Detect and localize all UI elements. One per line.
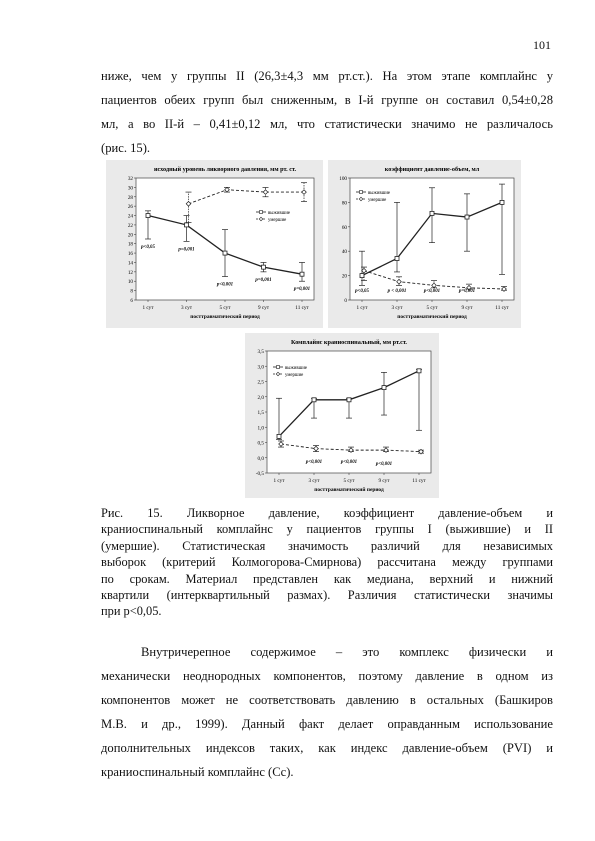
y-tick-label: 24	[127, 213, 133, 220]
p-value-annotation: p=0,001	[178, 247, 195, 253]
paragraph-intro	[101, 64, 553, 160]
text-line: мл, а во II-й – 0,41±0,12 мл, что статистически значимо не различалось	[101, 117, 553, 131]
text-line: механически неоднородных компонентов, поэтому давление в одном из	[101, 669, 553, 683]
p-value-annotation: p<0,001	[216, 282, 234, 288]
data-point	[382, 386, 386, 390]
y-tick-label: 1,5	[257, 410, 264, 416]
y-tick-label: 10	[127, 279, 133, 286]
text-line: пациентов обеих групп был сниженным, в I-й группе он составил 0,54±0,28	[101, 93, 553, 107]
x-tick-label: 1 сут	[142, 305, 154, 311]
y-tick-label: 22	[127, 222, 133, 229]
x-tick-label: 3 сут	[181, 305, 192, 311]
page-number: 101	[533, 38, 551, 52]
text-line: дополнительных индексов таких, как индекс давление-объем (PVI) и	[101, 741, 553, 755]
text-line: Внутричерепное содержимое – это комплекс физически и	[141, 645, 553, 659]
y-tick-label: 6	[130, 298, 133, 304]
figure-panel-pressure	[106, 160, 323, 328]
p-value-annotation: p<0,001	[305, 460, 323, 465]
p-value-annotation: p<0,05	[355, 289, 369, 294]
text-line: (рис. 15).	[101, 141, 151, 155]
caption-line: краниоспинальный комплайнс у пациентов группы I (выжившие) и II	[101, 522, 553, 537]
data-point	[223, 251, 227, 255]
y-tick-label: 100	[339, 176, 347, 182]
chart-title: Комплайнс краниоспинальный, мм рт.ст.	[291, 339, 407, 346]
text-line: ниже, чем у группы II (26,3±4,3 мм рт.ст.). На этом этапе комплайнс у	[101, 69, 553, 83]
data-point	[277, 434, 281, 438]
p-value-annotation: p=0,001	[255, 277, 272, 283]
paragraph-body	[101, 640, 553, 784]
y-tick-label: 60	[341, 224, 347, 231]
figure-panel-compliance	[245, 333, 439, 498]
x-tick-label: 1 сут	[356, 305, 368, 311]
text-line: М.В. и др., 1999). Данный факт делает оправданным использование	[101, 717, 553, 731]
legend-label: умершие	[368, 197, 387, 203]
x-tick-label: 3 сут	[391, 305, 403, 311]
y-tick-label: -0,5	[255, 471, 264, 477]
y-tick-label: 80	[341, 200, 347, 207]
y-tick-label: 8	[130, 288, 133, 295]
legend-label: выжившие	[268, 210, 291, 216]
y-tick-label: 28	[127, 194, 133, 201]
y-tick-label: 32	[127, 176, 133, 182]
caption-line: (умершие). Статистическая значимость различий для независимых	[101, 538, 553, 553]
data-point	[146, 214, 150, 218]
y-tick-label: 3,5	[257, 349, 264, 355]
y-tick-label: 16	[127, 251, 133, 258]
x-tick-label: 11 сут	[495, 305, 509, 311]
x-tick-label: 5 сут	[426, 305, 438, 311]
y-tick-label: 0	[344, 298, 347, 304]
figure-panel-pvi	[328, 160, 521, 328]
chart-compliance	[245, 333, 439, 498]
caption-line: при p<0,05.	[101, 604, 162, 619]
caption-line: выборок (критерий Колмогорова-Смирнова) рассчитана между группами	[101, 555, 553, 570]
data-point	[300, 272, 304, 276]
data-point	[395, 257, 399, 261]
data-point	[500, 200, 504, 204]
legend-label: выжившие	[285, 365, 308, 371]
y-tick-label: 12	[127, 269, 133, 276]
x-tick-label: 3 сут	[308, 478, 320, 484]
y-tick-label: 3,0	[257, 364, 264, 371]
y-tick-label: 2,0	[257, 394, 264, 401]
y-tick-label: 18	[127, 241, 133, 248]
data-point	[262, 265, 266, 269]
y-tick-label: 1,0	[257, 425, 264, 432]
text-line: компонентов может не соответствовать давлению в остальных (Башкиров	[101, 693, 553, 707]
data-point	[185, 223, 189, 227]
p-value-annotation: p=0,001	[293, 287, 311, 293]
x-tick-label: 5 сут	[219, 305, 231, 311]
x-tick-label: 11 сут	[295, 305, 309, 311]
chart-title: коэффициент давление-объем, мл	[384, 166, 480, 173]
x-axis-label: посттравматический период	[190, 314, 260, 320]
chart-pvi	[328, 160, 521, 328]
p-value-annotation: p=0,001	[458, 289, 476, 294]
x-axis-label: посттравматический период	[314, 487, 384, 493]
x-tick-label: 5 сут	[343, 478, 355, 484]
legend-label: выжившие	[368, 190, 391, 196]
y-tick-label: 14	[127, 260, 133, 267]
chart-pressure	[106, 160, 323, 328]
y-tick-label: 26	[127, 204, 133, 211]
caption-line: квартили (интерквартильный размах). Различия статистически значимы	[101, 588, 553, 603]
p-value-annotation: p<0,001	[375, 462, 393, 467]
x-tick-label: 9 сут	[258, 305, 269, 311]
text-line: краниоспинальный комплайнс (Cс).	[101, 765, 294, 779]
data-point	[430, 211, 434, 215]
data-point	[312, 398, 316, 402]
chart-title: исходный уровень ликворного давления, мм рт. ст.	[153, 166, 297, 173]
data-point	[347, 398, 351, 402]
data-point	[417, 369, 421, 373]
x-tick-label: 1 сут	[273, 478, 285, 484]
y-tick-label: 0,5	[257, 440, 264, 447]
legend-marker	[260, 211, 263, 214]
legend-marker	[277, 366, 280, 369]
y-tick-label: 20	[341, 273, 347, 280]
p-value-annotation: p < 0,001	[387, 289, 407, 294]
y-tick-label: 2,5	[257, 379, 264, 386]
x-axis-label: посттравматический период	[397, 314, 467, 320]
x-tick-label: 9 сут	[378, 478, 390, 484]
caption-line: Рис. 15. Ликворное давление, коэффициент давление-объем и	[101, 506, 553, 520]
p-value-annotation: p<0,001	[340, 460, 358, 465]
y-tick-label: 40	[341, 249, 347, 256]
y-tick-label: 0,0	[257, 455, 264, 462]
p-value-annotation: p<0,05	[141, 245, 155, 250]
legend-label: умершие	[268, 217, 287, 223]
caption-line: по срокам. Материал представлен как медиана, верхний и нижний	[101, 571, 553, 586]
y-tick-label: 30	[127, 185, 133, 192]
x-tick-label: 11 сут	[412, 478, 426, 484]
y-tick-label: 20	[127, 232, 133, 239]
legend-marker	[360, 191, 363, 194]
legend-label: умершие	[285, 372, 304, 378]
figure-caption	[101, 505, 553, 620]
data-point	[465, 215, 469, 219]
x-tick-label: 9 сут	[461, 305, 473, 311]
data-point	[360, 274, 364, 278]
p-value-annotation: p<0,001	[423, 289, 441, 294]
